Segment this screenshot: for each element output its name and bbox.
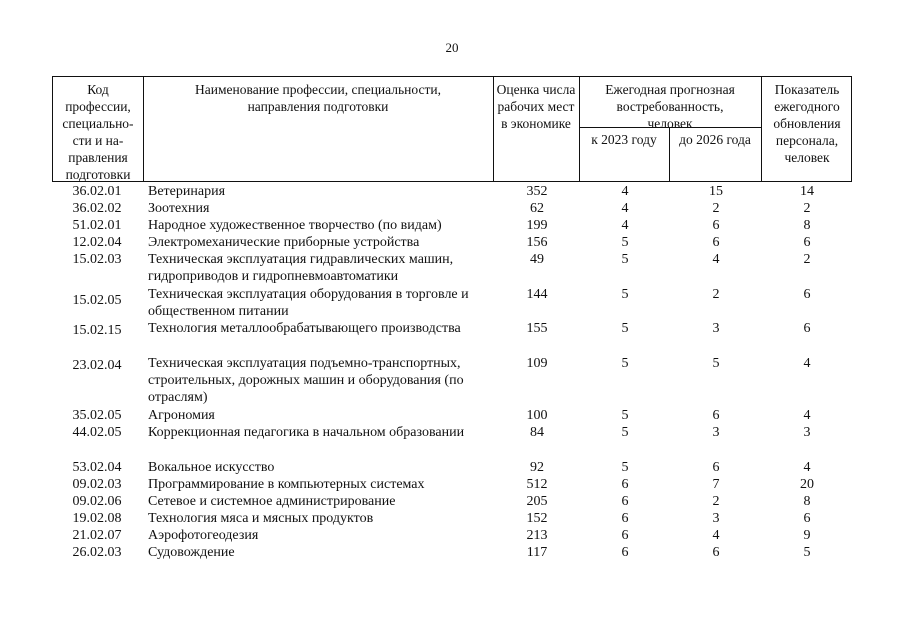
row-demand-2026: 5 bbox=[712, 356, 720, 371]
row-demand-2023: 5 bbox=[621, 252, 629, 267]
table-row bbox=[52, 217, 852, 234]
row-code: 09.02.03 bbox=[72, 477, 122, 492]
table-row bbox=[52, 527, 852, 544]
row-renewal: 6 bbox=[803, 321, 811, 336]
row-name: Вокальное искусство bbox=[148, 460, 275, 475]
row-estimate: 100 bbox=[526, 408, 548, 423]
row-demand-2023: 5 bbox=[621, 356, 629, 371]
row-code: 15.02.03 bbox=[72, 252, 122, 267]
row-name: Сетевое и системное администрирование bbox=[148, 494, 396, 509]
row-renewal: 2 bbox=[803, 252, 811, 267]
row-name: Техническая эксплуатация гидравлических машин, гидроприводов и гидропневмоавтоматики bbox=[148, 252, 454, 284]
row-name: Ветеринария bbox=[148, 184, 226, 199]
row-name: Технология мяса и мясных продуктов bbox=[148, 511, 374, 526]
row-code: 15.02.05 bbox=[72, 293, 122, 308]
table-row bbox=[52, 355, 852, 407]
table-row bbox=[52, 320, 852, 355]
table-header bbox=[52, 76, 852, 182]
table-row bbox=[52, 183, 852, 200]
row-demand-2023: 5 bbox=[621, 321, 629, 336]
row-code: 09.02.06 bbox=[72, 494, 122, 509]
header-name: Наименование профессии, специальности, направления подготовки bbox=[195, 82, 441, 114]
row-demand-2026: 3 bbox=[712, 425, 720, 440]
row-demand-2026: 6 bbox=[712, 545, 720, 560]
table-row bbox=[52, 476, 852, 493]
row-name: Агрономия bbox=[148, 408, 215, 423]
row-estimate: 213 bbox=[526, 528, 548, 543]
row-demand-2023: 5 bbox=[621, 425, 629, 440]
row-demand-2023: 6 bbox=[621, 494, 629, 509]
row-estimate: 92 bbox=[530, 460, 544, 475]
row-renewal: 5 bbox=[803, 545, 811, 560]
table-row bbox=[52, 459, 852, 476]
table-row bbox=[52, 544, 852, 561]
row-demand-2023: 5 bbox=[621, 408, 629, 423]
row-demand-2026: 6 bbox=[712, 235, 720, 250]
row-demand-2026: 6 bbox=[712, 408, 720, 423]
row-demand-2023: 5 bbox=[621, 287, 629, 302]
row-demand-2026: 2 bbox=[712, 494, 720, 509]
row-name: Программирование в компьютерных системах bbox=[148, 477, 425, 492]
header-estimate: Оценка числа рабочих мест в экономике bbox=[496, 82, 576, 131]
row-demand-2026: 6 bbox=[712, 218, 720, 233]
row-estimate: 62 bbox=[530, 201, 544, 216]
row-renewal: 4 bbox=[803, 460, 811, 475]
row-demand-2023: 5 bbox=[621, 460, 629, 475]
row-demand-2023: 6 bbox=[621, 545, 629, 560]
header-demand-group: Ежегодная прогнозная востребованность, человек bbox=[605, 82, 735, 131]
row-code: 21.02.07 bbox=[72, 528, 122, 543]
row-code: 53.02.04 bbox=[72, 460, 122, 475]
row-estimate: 109 bbox=[526, 356, 548, 371]
row-demand-2026: 4 bbox=[712, 252, 720, 267]
row-name: Технология металлообрабатывающего производства bbox=[148, 321, 461, 336]
row-estimate: 199 bbox=[526, 218, 548, 233]
row-code: 36.02.02 bbox=[72, 201, 122, 216]
row-code: 19.02.08 bbox=[72, 511, 122, 526]
row-estimate: 144 bbox=[526, 287, 548, 302]
row-code: 12.02.04 bbox=[72, 235, 122, 250]
row-renewal: 6 bbox=[803, 287, 811, 302]
row-code: 44.02.05 bbox=[72, 425, 122, 440]
row-code: 15.02.15 bbox=[72, 323, 122, 338]
row-demand-2026: 4 bbox=[712, 528, 720, 543]
row-demand-2026: 2 bbox=[712, 201, 720, 216]
header-demand-2023: к 2023 году bbox=[591, 132, 657, 147]
row-demand-2023: 4 bbox=[621, 201, 629, 216]
header-demand-2026: до 2026 года bbox=[679, 132, 751, 147]
row-estimate: 512 bbox=[526, 477, 548, 492]
header-renewal: Показатель ежегодного обновления персонала, человек bbox=[773, 82, 841, 165]
row-renewal: 2 bbox=[803, 201, 811, 216]
row-renewal: 6 bbox=[803, 511, 811, 526]
row-name: Аэрофотогеодезия bbox=[148, 528, 259, 543]
row-demand-2023: 6 bbox=[621, 528, 629, 543]
row-demand-2023: 4 bbox=[621, 218, 629, 233]
table-row bbox=[52, 424, 852, 459]
header-code: Код профессии, специально-сти и на-правления подготовки bbox=[62, 82, 134, 182]
row-renewal: 14 bbox=[800, 184, 814, 199]
row-code: 35.02.05 bbox=[72, 408, 122, 423]
row-name: Техническая эксплуатация подъемно-транспортных, строительных, дорожных машин и оборудования (по отраслям) bbox=[148, 356, 464, 405]
row-renewal: 8 bbox=[803, 218, 811, 233]
row-name: Техническая эксплуатация оборудования в торговле и общественном питании bbox=[148, 287, 469, 319]
table-body bbox=[52, 183, 852, 561]
row-name: Народное художественное творчество (по видам) bbox=[148, 218, 442, 233]
table-row bbox=[52, 286, 852, 320]
row-estimate: 205 bbox=[526, 494, 548, 509]
row-name: Зоотехния bbox=[148, 201, 210, 216]
row-name: Коррекционная педагогика в начальном образовании bbox=[148, 425, 465, 440]
row-code: 51.02.01 bbox=[72, 218, 122, 233]
row-estimate: 352 bbox=[526, 184, 548, 199]
row-renewal: 4 bbox=[803, 356, 811, 371]
row-estimate: 117 bbox=[526, 545, 548, 560]
row-renewal: 4 bbox=[803, 408, 811, 423]
row-estimate: 84 bbox=[530, 425, 544, 440]
row-renewal: 8 bbox=[803, 494, 811, 509]
row-renewal: 6 bbox=[803, 235, 811, 250]
row-renewal: 3 bbox=[803, 425, 811, 440]
row-demand-2023: 5 bbox=[621, 235, 629, 250]
row-estimate: 152 bbox=[526, 511, 548, 526]
row-demand-2023: 6 bbox=[621, 511, 629, 526]
table-row bbox=[52, 200, 852, 217]
row-estimate: 49 bbox=[530, 252, 544, 267]
row-estimate: 156 bbox=[526, 235, 548, 250]
row-demand-2023: 4 bbox=[621, 184, 629, 199]
table-row bbox=[52, 510, 852, 527]
row-code: 26.02.03 bbox=[72, 545, 122, 560]
table-row bbox=[52, 234, 852, 251]
row-demand-2026: 3 bbox=[712, 511, 720, 526]
table-row bbox=[52, 493, 852, 510]
row-renewal: 9 bbox=[803, 528, 811, 543]
row-name: Судовождение bbox=[148, 545, 235, 560]
row-name: Электромеханические приборные устройства bbox=[148, 235, 420, 250]
row-demand-2026: 2 bbox=[712, 287, 720, 302]
row-demand-2023: 6 bbox=[621, 477, 629, 492]
table-row bbox=[52, 251, 852, 286]
row-demand-2026: 6 bbox=[712, 460, 720, 475]
row-code: 36.02.01 bbox=[72, 184, 122, 199]
row-demand-2026: 7 bbox=[712, 477, 720, 492]
table-row bbox=[52, 407, 852, 424]
row-demand-2026: 15 bbox=[709, 184, 723, 199]
row-code: 23.02.04 bbox=[72, 358, 122, 373]
row-renewal: 20 bbox=[800, 477, 814, 492]
page-number: 20 bbox=[445, 40, 459, 55]
row-demand-2026: 3 bbox=[712, 321, 720, 336]
row-estimate: 155 bbox=[526, 321, 548, 336]
